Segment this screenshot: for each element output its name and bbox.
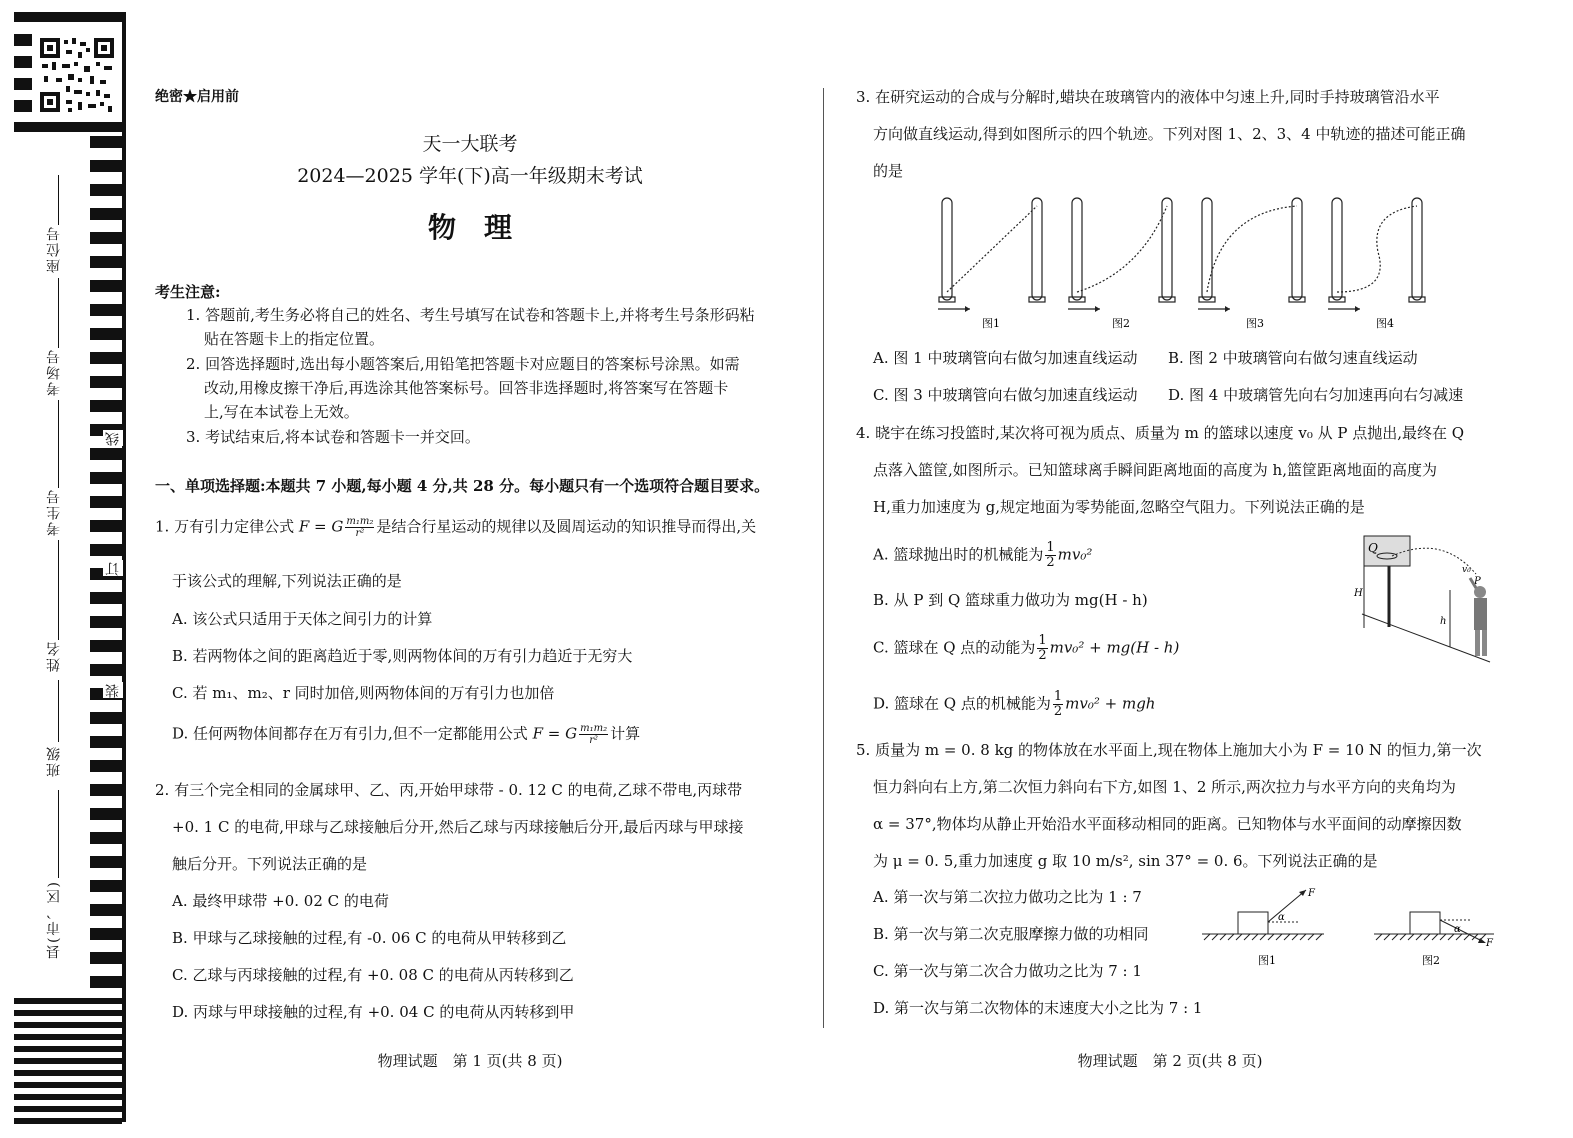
q4-label-p: P (1474, 576, 1481, 587)
binding-stripe (90, 712, 122, 724)
q4-formula: mv₀² + mgh (1065, 694, 1156, 713)
q4-label-v0: v₀ (1462, 565, 1471, 575)
q3-fig-label: 图3 (1246, 317, 1264, 330)
notice-item: 贴在答题卡上的指定位置。 (204, 330, 385, 348)
binding-stripe (14, 1010, 122, 1016)
exam-title: 2024—2025 学年(下)高一年级期末考试 (297, 165, 643, 187)
page-footer-right: 物理试题 第 2 页(共 8 页) (1077, 1052, 1263, 1070)
q2-option-a: A. 最终甲球带 +0. 02 C 的电荷 (172, 892, 389, 910)
exam-room-label: 考场号 (46, 348, 62, 396)
binding-stripe (90, 304, 122, 316)
notice-item: 上,写在本试卷上无效。 (204, 403, 359, 421)
binding-stripe (90, 664, 122, 676)
binding-stripe (90, 592, 122, 604)
q4-label-h: h (1440, 616, 1447, 627)
q4-stem: H,重力加速度为 g,规定地面为零势能面,忽略空气阻力。下列说法正确的是 (873, 498, 1365, 516)
q2-option-d: D. 丙球与甲球接触的过程,有 +0. 04 C 的电荷从丙转移到甲 (172, 1003, 575, 1021)
binding-stripe (90, 376, 122, 388)
q1-option-a: A. 该公式只适用于天体之间引力的计算 (172, 610, 433, 628)
q1-fraction: $\frac{\text{m₁m₂}}{\text{r²}}$ (580, 723, 608, 746)
binding-stripe (90, 616, 122, 628)
binding-stripe (14, 1046, 122, 1052)
q1-stem (155, 516, 756, 539)
notice-item: 3. 考试结束后,将本试卷和答题卡一并交回。 (186, 428, 480, 446)
q1-formula: F = G (532, 724, 578, 743)
q4-option-c-text: C. 篮球在 Q 点的动能为 (873, 638, 1036, 657)
q5-stem: 恒力斜向右上方,第二次恒力斜向右下方,如图 1、2 所示,两次拉力与水平方向的夹角均为 (873, 778, 1456, 796)
q5-option-b: B. 第一次与第二次克服摩擦力做的功相同 (873, 925, 1149, 943)
binding-stripe (90, 832, 122, 844)
binding-stripe (90, 208, 122, 220)
q3-figure (930, 192, 1450, 337)
notice-title: 考生注意: (155, 283, 221, 301)
q1-formula: F = G (298, 517, 344, 536)
q1-fraction: $\frac{\text{m₁m₂}}{\text{r²}}$ (346, 516, 374, 539)
notice-item: 1. 答题前,考生务必将自己的姓名、考生号填写在试卷和答题卡上,并将考生号条形码粘 (186, 306, 755, 324)
q3-option-a: A. 图 1 中玻璃管向右做匀加速直线运动 (873, 349, 1138, 367)
binding-stripe (90, 160, 122, 172)
binding-stripe (90, 448, 122, 460)
binding-stripe (90, 904, 122, 916)
half-fraction: $\frac{1}{2}$ (1038, 633, 1047, 663)
binding-stripe (14, 1070, 122, 1076)
q1-option-d-text: 计算 (610, 724, 641, 743)
q3-option-b: B. 图 2 中玻璃管向右做匀速直线运动 (1168, 349, 1418, 367)
half-fraction: $\frac{1}{2}$ (1046, 540, 1055, 570)
q4-stem: 点落入篮筐,如图所示。已知篮球离手瞬间距离地面的高度为 h,篮筐距离地面的高度为 (873, 461, 1437, 479)
binding-stripe (90, 808, 122, 820)
q5-label-f: F (1308, 888, 1315, 899)
binding-stripe (14, 1094, 122, 1100)
q5-label-alpha: α (1278, 912, 1285, 923)
binding-stripe (14, 1022, 122, 1028)
binding-mark-staple: 订 (105, 560, 121, 576)
q1-stem-cont: 于该公式的理解,下列说法正确的是 (172, 572, 402, 590)
binding-stripe (90, 520, 122, 532)
name-label: 姓名 (46, 640, 62, 672)
q3-fig-label: 图4 (1376, 317, 1394, 330)
q4-option-a (873, 541, 1092, 570)
class-label: 班级 (46, 745, 62, 777)
candidate-number-label: 考生号 (46, 488, 62, 536)
binding-stripe (90, 760, 122, 772)
q5-figure (1198, 882, 1498, 972)
q4-label-q: Q (1368, 541, 1378, 555)
page-footer-left: 物理试题 第 1 页(共 8 页) (377, 1052, 563, 1070)
binding-stripe (90, 856, 122, 868)
binding-stripe (90, 928, 122, 940)
notice-item: 2. 回答选择题时,选出每小题答案后,用铅笔把答题卡对应题目的答案标号涂黑。如需 (186, 355, 740, 373)
binding-stripe (90, 976, 122, 988)
q2-option-b: B. 甲球与乙球接触的过程,有 -0. 06 C 的电荷从甲转移到乙 (172, 929, 567, 947)
confidential-mark: 绝密★启用前 (155, 89, 239, 105)
binding-stripe (90, 640, 122, 652)
binding-stripe (90, 880, 122, 892)
q4-basketball-figure (1352, 532, 1497, 667)
binding-stripe (90, 256, 122, 268)
q1-stem-text: 1. 万有引力定律公式 (155, 517, 295, 536)
q4-option-b: B. 从 P 到 Q 篮球重力做功为 mg(H - h) (873, 591, 1148, 609)
q4-formula: mv₀² (1057, 545, 1093, 564)
q4-option-c (873, 634, 1179, 663)
county-label: 县(市、区) (46, 880, 62, 959)
binding-stripe (90, 328, 122, 340)
binding-stripe (90, 496, 122, 508)
q3-fig-label: 图2 (1112, 317, 1130, 330)
binding-stripe (14, 1118, 122, 1124)
binding-stripe (90, 400, 122, 412)
q3-fig-label: 图1 (982, 317, 1000, 330)
q5-fig-label: 图2 (1422, 954, 1440, 967)
q1-option-d (172, 723, 640, 746)
q5-stem: 为 μ = 0. 5,重力加速度 g 取 10 m/s², sin 37° = 0. 6。下列说法正确的是 (873, 852, 1378, 870)
binding-stripe (90, 472, 122, 484)
binding-stripe (90, 280, 122, 292)
subject-title: 物 理 (427, 211, 512, 244)
q4-formula: mv₀² + mg(H - h) (1049, 638, 1180, 657)
binding-mark-line: 线 (105, 430, 121, 446)
seat-number-label: 座位号 (46, 225, 62, 273)
binding-stripe (90, 232, 122, 244)
q3-stem: 的是 (873, 162, 904, 180)
binding-stripe (14, 1106, 122, 1112)
half-fraction: $\frac{1}{2}$ (1053, 689, 1063, 719)
binding-stripe (90, 544, 122, 556)
binding-stripe (90, 784, 122, 796)
q2-stem: +0. 1 C 的电荷,甲球与乙球接触后分开,然后乙球与丙球接触后分开,最后丙球与甲球接 (172, 818, 744, 836)
q5-label-f: F (1486, 938, 1493, 949)
binding-stripe (14, 998, 122, 1004)
q5-label-alpha: α (1454, 924, 1461, 935)
q4-option-d-text: D. 篮球在 Q 点的机械能为 (873, 694, 1051, 713)
notice-item: 改动,用橡皮擦干净后,再选涂其他答案标号。回答非选择题时,将答案写在答题卡 (204, 379, 729, 397)
q4-option-a-text: A. 篮球抛出时的机械能为 (873, 545, 1044, 564)
binding-mark-bind: 装 (105, 682, 121, 698)
q2-option-c: C. 乙球与丙球接触的过程,有 +0. 08 C 的电荷从丙转移到乙 (172, 966, 574, 984)
q5-option-c: C. 第一次与第二次合力做功之比为 7 : 1 (873, 962, 1142, 980)
binding-stripe (14, 1034, 122, 1040)
binding-stripe (14, 1058, 122, 1064)
exam-org: 天一大联考 (422, 133, 518, 155)
q5-fig-label: 图1 (1258, 954, 1276, 967)
q5-stem: 5. 质量为 m = 0. 8 kg 的物体放在水平面上,现在物体上施加大小为 F = 10 N 的恒力,第一次 (856, 741, 1482, 759)
q2-stem: 触后分开。下列说法正确的是 (172, 855, 368, 873)
binding-stripe (14, 1082, 122, 1088)
q2-stem: 2. 有三个完全相同的金属球甲、乙、丙,开始甲球带 - 0. 12 C 的电荷,乙球不带电,丙球带 (155, 781, 743, 799)
binding-stripe (90, 352, 122, 364)
binding-stripe (90, 952, 122, 964)
binding-stripe (90, 136, 122, 148)
q1-option-d-text: D. 任何两物体间都存在万有引力,但不一定都能用公式 (172, 724, 528, 743)
q1-option-c: C. 若 m₁、m₂、r 同时加倍,则两物体间的万有引力也加倍 (172, 684, 555, 702)
section-heading: 一、单项选择题:本题共 7 小题,每小题 4 分,共 28 分。每小题只有一个选项符合题目要求。 (155, 477, 770, 495)
q3-stem: 方向做直线运动,得到如图所示的四个轨迹。下列对图 1、2、3、4 中轨迹的描述可能正确 (873, 125, 1466, 143)
q4-option-d (873, 690, 1155, 719)
q5-option-a: A. 第一次与第二次拉力做功之比为 1 : 7 (873, 888, 1142, 906)
q3-stem: 3. 在研究运动的合成与分解时,蜡块在玻璃管内的液体中匀速上升,同时手持玻璃管沿水平 (856, 88, 1440, 106)
q1-stem-text: 是结合行星运动的规律以及圆周运动的知识推导而得出,关 (376, 517, 757, 536)
page-divider (823, 88, 824, 1028)
q4-label-H: H (1354, 588, 1363, 599)
q4-stem: 4. 晓宇在练习投篮时,某次将可视为质点、质量为 m 的篮球以速度 v₀ 从 P 点抛出,最终在 Q (856, 424, 1465, 442)
binding-stripe (90, 736, 122, 748)
q3-option-c: C. 图 3 中玻璃管向右做匀加速直线运动 (873, 386, 1138, 404)
q5-option-d: D. 第一次与第二次物体的末速度大小之比为 7 : 1 (873, 999, 1203, 1017)
qr-code-icon (38, 36, 116, 114)
q1-option-b: B. 若两物体之间的距离趋近于零,则两物体间的万有引力趋近于无穷大 (172, 647, 633, 665)
q3-option-d: D. 图 4 中玻璃管先向右匀加速再向右匀减速 (1168, 386, 1464, 404)
q5-stem: α = 37°,物体均从静止开始沿水平面移动相同的距离。已知物体与水平面间的动摩擦因数 (873, 815, 1462, 833)
binding-stripe (90, 184, 122, 196)
